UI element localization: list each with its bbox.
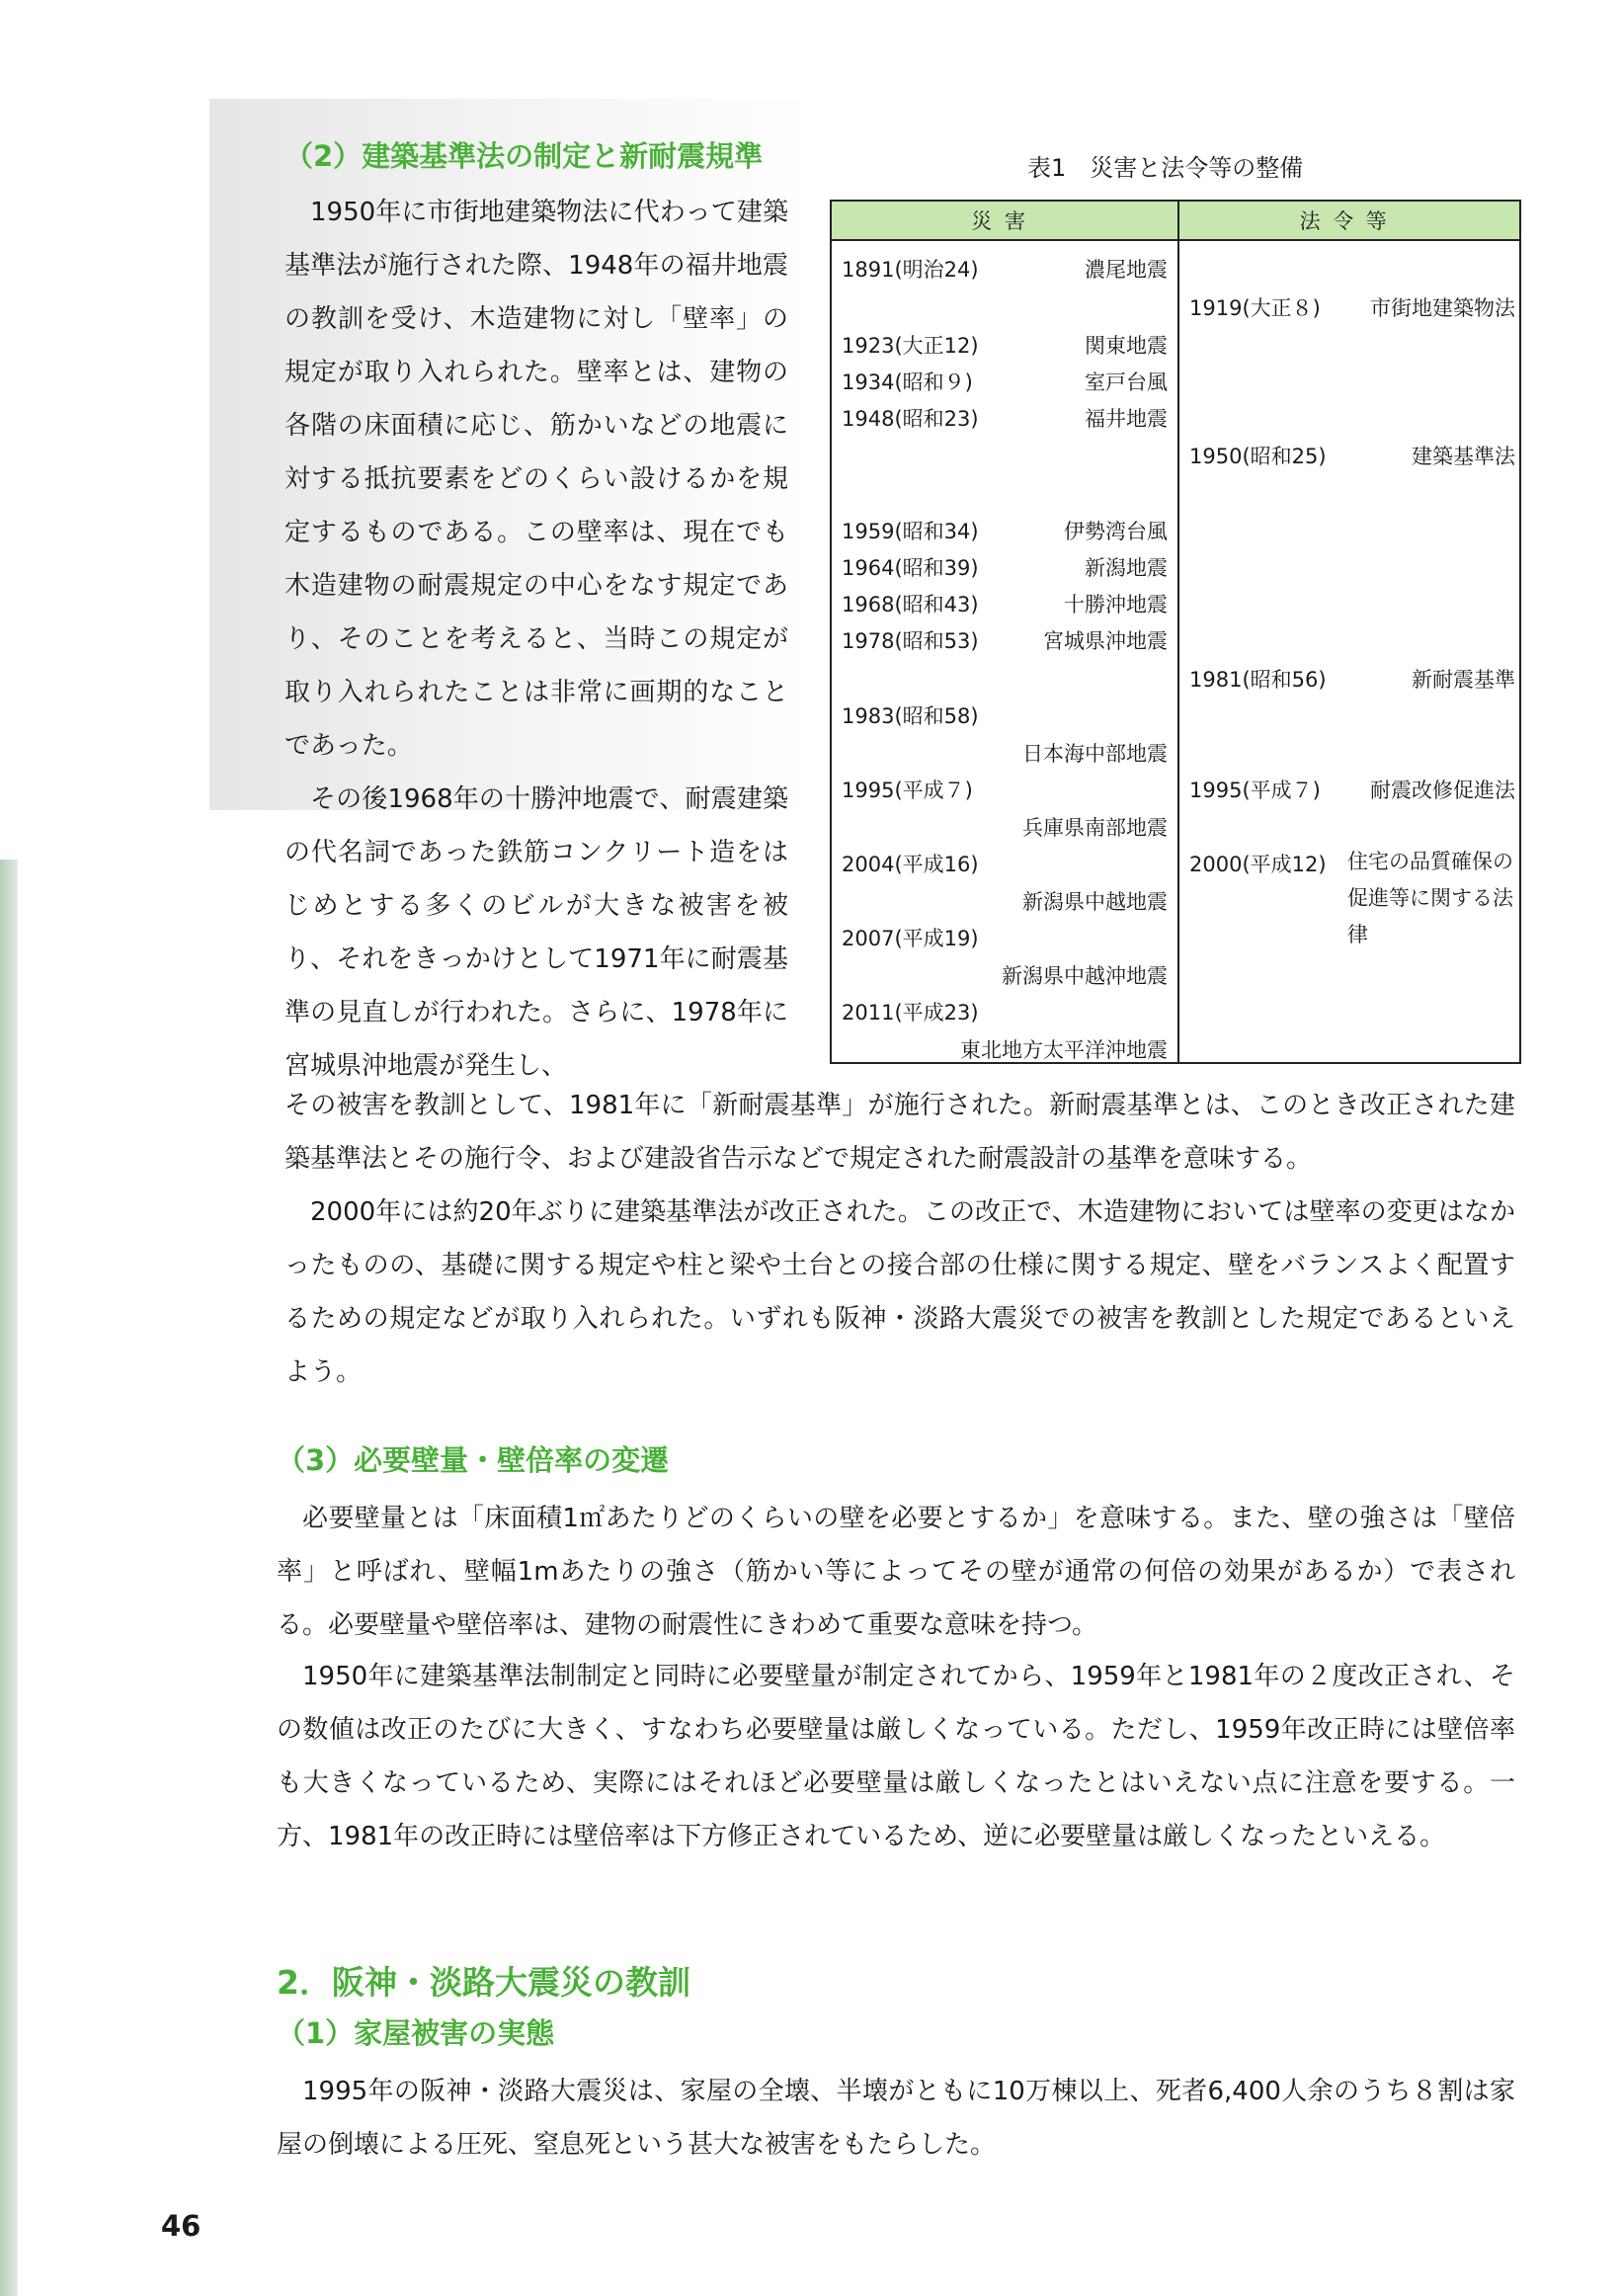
paragraph: 必要壁量とは「床面積1㎡あたりどのくらいの壁を必要とするか」を意味する。また、壁の強さは「壁倍率」と呼ばれ、壁幅1mあたりの強さ（筋かい等によってその壁が通常の何倍の効果があるか）で表される。必要壁量や壁倍率は、建物の耐震性にきわめて重要な意味を持つ。 — [277, 1504, 1515, 1640]
paragraph: 1950年に市街地建築物法に代わって建築基準法が施行された際、1948年の福井地震の教訓を受け、木造建物に対し「壁率」の規定が取り入れられた。壁率とは、建物の各階の床面積に応じ、筋かいなどの地震に対する抵抗要素をどのくらい設けるかを規定するものである。この壁率は、現在でも木造建物の耐震規定の中心をなす規定であり、そのことを考えると、当時この規定が取り入れられたことは非常に画期的なことであった。 — [284, 198, 788, 761]
section-heading: （2）建築基準法の制定と新耐震規準 — [284, 139, 764, 173]
table-header-disaster: 災害 — [831, 201, 1178, 240]
page-edge — [0, 860, 18, 2296]
paragraph: 1995年の阪神・淡路大震災は、家屋の全壊、半壊がともに10万棟以上、死者6,400人余のうち８割は家屋の倒壊による圧死、窒息死という甚大な被害をもたらした。 — [277, 2077, 1515, 2160]
disaster-law-table — [830, 200, 1521, 1064]
disaster-column: 1891(明治24) 濃尾地震 1923(大正12) 関東地震 1934(昭和９) 室戸台風 1948(昭和23) 福井地震 1959(昭和34) 伊勢湾台風 1964(昭和39) 新潟地震 1968(昭和43) 十勝沖地震 1978(昭和53) 宮城県沖地震 1983(昭和58) 日本海中部地震 1995(平成７) 兵庫県南部地震 2004(平成16) 新潟県中越地震 2007(平成19) 新潟県中越沖地震 2011(平成23) 東北地方太平洋沖地震 — [831, 240, 1178, 1063]
page-number: 46 — [161, 2209, 202, 2243]
law-column: 1919(大正８) 市街地建築物法 1950(昭和25) 建築基準法 1981(昭和56) 新耐震基準 1995(平成７) 耐震改修促進法 2000(平成12) 住宅の品質確保の促進等に関する法律 — [1178, 240, 1520, 1063]
paragraph: その被害を教訓として、1981年に「新耐震基準」が施行された。新耐震基準とは、このとき改正された建築基準法とその施行令、および建設省告示などで規定された耐震設計の基準を意味する。 — [284, 1091, 1515, 1174]
paragraph: その後1968年の十勝沖地震で、耐震建築の代名詞であった鉄筋コンクリート造をはじめとする多くのビルが大きな被害を被り、それをきっかけとして1971年に耐震基準の見直しが行われた。さらに、1978年に宮城県沖地震が発生し、 — [284, 784, 788, 1081]
paragraph: 1950年に建築基準法制制定と同時に必要壁量が制定されてから、1959年と1981年の２度改正され、その数値は改正のたびに大きく、すなわち必要壁量は厳しくなっている。ただし、1959年改正時には壁倍率も大きくなっているため、実際にはそれほど必要壁量は厳しくなったとはいえない点に注意を要する。一方、1981年の改正時には壁倍率は下方修正されているため、逆に必要壁量は厳しくなったといえる。 — [277, 1662, 1515, 1851]
chapter-heading: 2．阪神・淡路大震災の教訓 — [277, 1963, 690, 2002]
section-heading: （3）必要壁量・壁倍率の変遷 — [277, 1443, 670, 1477]
table-caption: 表1 災害と法令等の整備 — [1027, 154, 1304, 182]
section-heading: （1）家屋被害の実態 — [277, 2016, 555, 2050]
table-header-law: 法令等 — [1178, 201, 1520, 240]
paragraph: 2000年には約20年ぶりに建築基準法が改正された。この改正で、木造建物においては壁率の変更はなかったものの、基礎に関する規定や柱と梁や土台との接合部の仕様に関する規定、壁をバランスよく配置するための規定などが取り入れられた。いずれも阪神・淡路大震災での被害を教訓とした規定であるといえよう。 — [284, 1197, 1515, 1387]
